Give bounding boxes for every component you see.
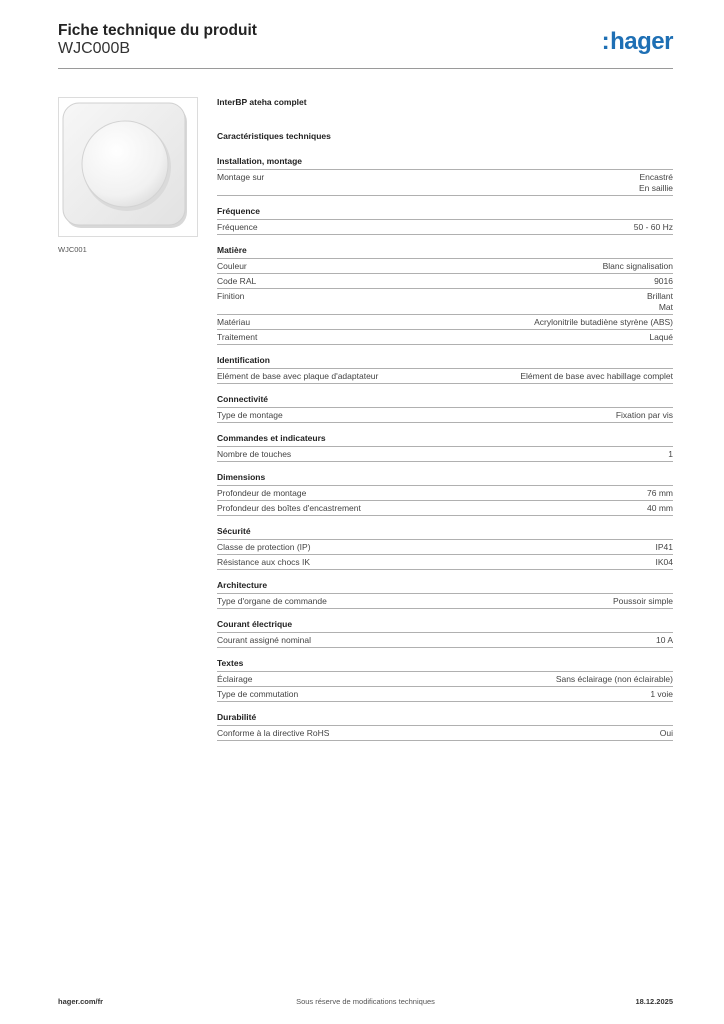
spec-label: Type de commutation (217, 689, 299, 699)
section-title: Matière (217, 244, 673, 259)
spec-values (660, 728, 673, 739)
section-title: Dimensions (217, 471, 673, 486)
spec-values (656, 635, 673, 646)
spec-label: Type d'organe de commande (217, 596, 327, 606)
section-title: Textes (217, 657, 673, 672)
spec-row (217, 687, 673, 702)
logo-text: hager (610, 28, 673, 55)
spec-values (650, 689, 673, 700)
spec-section (217, 471, 673, 516)
section-title: Fréquence (217, 205, 673, 220)
spec-values (520, 371, 673, 382)
spec-value: Brillant (647, 291, 673, 301)
logo-colon: : (601, 28, 610, 55)
spec-values (656, 542, 674, 553)
spec-row (217, 220, 673, 235)
spec-values (639, 172, 673, 194)
spec-row (217, 672, 673, 687)
spec-value: Encastré (639, 172, 673, 182)
spec-section (217, 244, 673, 345)
spec-row (217, 633, 673, 648)
characteristics-heading: Caractéristiques techniques (217, 131, 331, 141)
spec-value: En saillie (638, 183, 673, 193)
spec-value: 1 (668, 449, 673, 459)
spec-value: Elément de base avec habillage complet (520, 371, 673, 381)
spec-sections (217, 155, 673, 741)
section-title: Connectivité (217, 393, 673, 408)
spec-row (217, 408, 673, 423)
spec-value: IP41 (655, 542, 673, 552)
spec-section (217, 525, 673, 570)
section-title: Installation, montage (217, 155, 673, 170)
spec-row (217, 274, 673, 289)
product-image (58, 97, 198, 237)
spec-label: Fréquence (217, 222, 258, 232)
hager-logo (602, 28, 673, 56)
spec-value: 1 voie (650, 689, 673, 699)
spec-value: IK04 (655, 557, 673, 567)
spec-value: 50 - 60 Hz (633, 222, 673, 232)
spec-value: 76 mm (647, 488, 673, 498)
spec-section (217, 155, 673, 196)
spec-values (647, 488, 673, 499)
spec-label: Type de montage (217, 410, 283, 420)
spec-row (217, 315, 673, 330)
spec-section (217, 711, 673, 741)
spec-values (647, 503, 673, 514)
section-title: Sécurité (217, 525, 673, 540)
push-button-image (59, 98, 197, 236)
spec-row (217, 259, 673, 274)
spec-section (217, 432, 673, 462)
page-header (58, 20, 673, 68)
spec-value: 10 A (655, 635, 673, 645)
spec-value: 9016 (654, 276, 673, 286)
spec-values (616, 410, 673, 421)
spec-label: Profondeur de montage (217, 488, 307, 498)
spec-label: Courant assigné nominal (217, 635, 312, 645)
spec-section (217, 618, 673, 648)
spec-label: Éclairage (217, 674, 253, 684)
spec-values (603, 261, 673, 272)
spec-row (217, 486, 673, 501)
footer-website[interactable]: hager.com/fr (58, 997, 104, 1006)
section-title: Architecture (217, 579, 673, 594)
spec-value: Laqué (649, 332, 673, 342)
spec-values (556, 674, 673, 685)
spec-values (534, 317, 673, 328)
spec-label: Nombre de touches (217, 449, 292, 459)
spec-label: Elément de base avec plaque d'adaptateur (217, 371, 379, 381)
header-divider (58, 68, 673, 69)
spec-section (217, 579, 673, 609)
spec-value: Poussoir simple (613, 596, 673, 606)
spec-label: Finition (217, 291, 245, 301)
spec-value: 40 mm (647, 503, 673, 513)
spec-values (647, 291, 673, 313)
spec-value: Sans éclairage (non éclairable) (555, 674, 673, 684)
page-footer (58, 997, 673, 1009)
spec-row (217, 726, 673, 741)
spec-values (613, 596, 673, 607)
spec-value: Oui (659, 728, 673, 738)
footer-date: 18.12.2025 (635, 997, 673, 1006)
spec-values (668, 449, 673, 460)
spec-label: Code RAL (217, 276, 257, 286)
spec-content (217, 95, 673, 750)
spec-row (217, 369, 673, 384)
spec-label: Traitement (217, 332, 258, 342)
document-title: InterBP ateha complet (217, 97, 307, 107)
page-title: Fiche technique du produit (58, 22, 257, 39)
spec-value: Acrylonitrile butadiène styrène (ABS) (534, 317, 673, 327)
spec-values (656, 557, 674, 568)
product-code: WJC000B (58, 40, 131, 57)
section-title: Durabilité (217, 711, 673, 726)
spec-label: Matériau (217, 317, 251, 327)
section-title: Identification (217, 354, 673, 369)
spec-row (217, 501, 673, 516)
spec-label: Couleur (217, 261, 247, 271)
spec-value: Blanc signalisation (602, 261, 673, 271)
spec-label: Montage sur (217, 172, 265, 182)
spec-section (217, 205, 673, 235)
footer-disclaimer: Sous réserve de modifications techniques (296, 997, 435, 1006)
spec-row (217, 330, 673, 345)
spec-section (217, 354, 673, 384)
spec-row (217, 170, 673, 196)
image-caption: WJC001 (58, 245, 87, 254)
spec-label: Profondeur des boîtes d'encastrement (217, 503, 361, 513)
spec-values (649, 332, 673, 343)
section-title: Commandes et indicateurs (217, 432, 673, 447)
spec-values (654, 276, 673, 287)
spec-label: Résistance aux chocs IK (217, 557, 311, 567)
spec-section (217, 393, 673, 423)
spec-value: Mat (658, 302, 673, 312)
spec-values (634, 222, 673, 233)
spec-row (217, 555, 673, 570)
spec-label: Classe de protection (IP) (217, 542, 311, 552)
spec-row (217, 289, 673, 315)
spec-section (217, 657, 673, 702)
spec-value: Fixation par vis (615, 410, 673, 420)
spec-label: Conforme à la directive RoHS (217, 728, 330, 738)
spec-row (217, 447, 673, 462)
section-title: Courant électrique (217, 618, 673, 633)
spec-row (217, 540, 673, 555)
spec-row (217, 594, 673, 609)
